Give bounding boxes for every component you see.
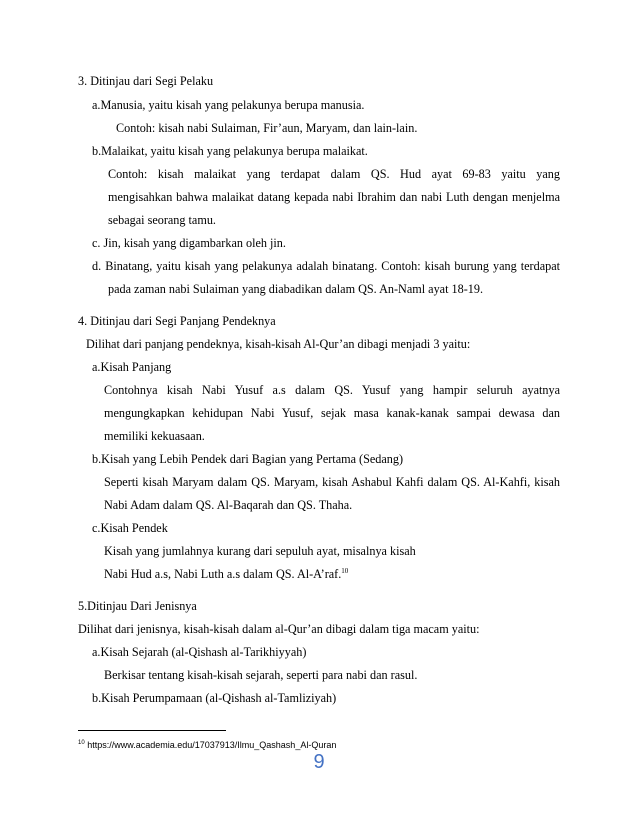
section-3-item-b-example-line1: Contoh: kisah malaikat yang terdapat dalam QS. Hud ayat 69-83 yaitu yang	[108, 167, 560, 181]
section-5-item-a: a.Kisah Sejarah (al-Qishash al-Tarikhiyyah)	[92, 645, 307, 659]
section-3-item-b-example-line3: sebagai seorang tamu.	[108, 213, 216, 227]
section-4-item-a: a.Kisah Panjang	[92, 360, 172, 374]
section-3-item-c: c. Jin, kisah yang digambarkan oleh jin.	[92, 236, 286, 250]
footnote-link[interactable]: https://www.academia.edu/17037913/Ilmu_Qashash_Al-Quran	[84, 740, 337, 750]
section-4-intro: Dilihat dari panjang pendeknya, kisah-kisah Al-Qur’an dibagi menjadi 3 yaitu:	[86, 337, 471, 351]
footnote-reference[interactable]: 10	[341, 566, 349, 575]
section-4-item-a-line3: memiliki kekuasaan.	[104, 429, 205, 443]
section-3-item-b-example-line2: mengisahkan bahwa malaikat datang kepada nabi Ibrahim dan nabi Luth dengan menjelma	[108, 190, 560, 204]
section-4-item-a-line1: Contohnya kisah Nabi Yusuf a.s dalam QS. Yusuf yang hampir seluruh ayatnya	[104, 383, 560, 397]
footnote-divider	[78, 730, 226, 731]
section-3-heading: 3. Ditinjau dari Segi Pelaku	[78, 74, 214, 88]
section-4-item-c-line2	[104, 567, 348, 582]
section-3-item-d-line1: d. Binatang, yaitu kisah yang pelakunya adalah binatang. Contoh: kisah burung yang terdapat	[92, 259, 560, 273]
section-4-item-b: b.Kisah yang Lebih Pendek dari Bagian yang Pertama (Sedang)	[92, 452, 404, 466]
section-3-item-a-example: Contoh: kisah nabi Sulaiman, Fir’aun, Maryam, dan lain-lain.	[116, 121, 418, 135]
page-number: 9	[313, 751, 325, 773]
section-4-heading: 4. Ditinjau dari Segi Panjang Pendeknya	[78, 314, 276, 328]
section-5-intro: Dilihat dari jenisnya, kisah-kisah dalam al-Qur’an dibagi dalam tiga macam yaitu:	[78, 622, 480, 636]
section-4-item-c-line1: Kisah yang jumlahnya kurang dari sepuluh ayat, misalnya kisah	[104, 544, 416, 558]
section-3-item-b: b.Malaikat, yaitu kisah yang pelakunya berupa malaikat.	[92, 144, 368, 158]
section-5-heading: 5.Ditinjau Dari Jenisnya	[78, 599, 197, 613]
section-5-item-b: b.Kisah Perumpamaan (al-Qishash al-Tamliziyah)	[92, 691, 337, 705]
section-3-item-d-line2: pada zaman nabi Sulaiman yang diabadikan dalam QS. An-Naml ayat 18-19.	[108, 282, 483, 296]
section-4-item-c-line2-text: Nabi Hud a.s, Nabi Luth a.s dalam QS. Al-A’raf.	[104, 567, 342, 581]
section-3-item-a: a.Manusia, yaitu kisah yang pelakunya berupa manusia.	[92, 98, 365, 112]
section-4-item-b-line1: Seperti kisah Maryam dalam QS. Maryam, kisah Ashabul Kahfi dalam QS. Al-Kahfi, kisah	[104, 475, 560, 489]
footnote-number: 10	[78, 740, 85, 746]
section-4-item-b-line2: Nabi Adam dalam QS. Al-Baqarah dan QS. Thaha.	[104, 498, 353, 512]
section-4-item-c: c.Kisah Pendek	[92, 521, 168, 535]
section-5-item-a-line1: Berkisar tentang kisah-kisah sejarah, seperti para nabi dan rasul.	[104, 668, 418, 682]
section-4-item-a-line2: mengungkapkan kehidupan Nabi Yusuf, sejak masa kanak-kanak sampai dewasa dan	[104, 406, 560, 420]
